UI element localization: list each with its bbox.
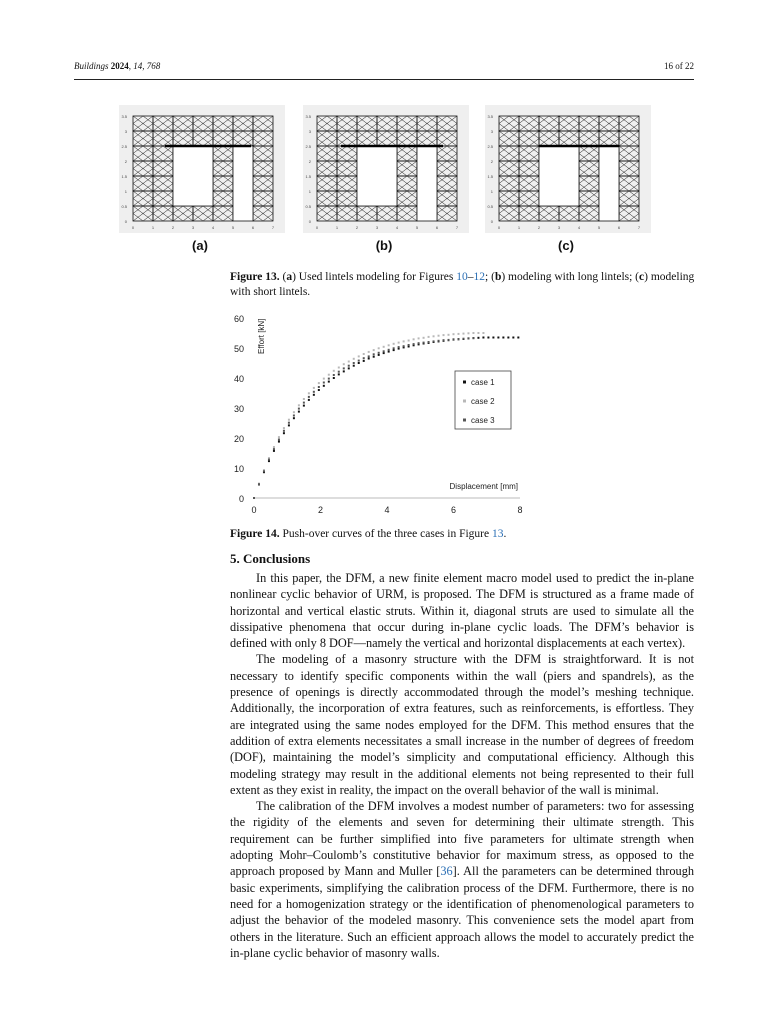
window-opening: [173, 146, 213, 206]
data-point: [338, 371, 340, 373]
data-point: [353, 358, 355, 360]
data-point: [273, 448, 275, 450]
data-point: [323, 378, 325, 380]
data-point: [482, 337, 484, 339]
data-point: [348, 365, 350, 367]
x-tick-label: 2: [317, 505, 324, 515]
y-tick-label: 0.5: [305, 204, 311, 209]
y-tick-label: 20: [233, 434, 244, 444]
data-point: [308, 396, 310, 398]
data-point: [303, 398, 305, 400]
data-point: [348, 367, 350, 369]
data-point: [318, 382, 320, 384]
caption-text: .: [503, 528, 507, 540]
data-point: [512, 337, 514, 339]
figure-link[interactable]: 10: [456, 271, 468, 283]
data-point: [388, 344, 390, 346]
data-point: [373, 349, 375, 351]
caption-text: ; (: [485, 271, 495, 283]
wall-mesh-a: [115, 105, 285, 235]
data-point: [448, 334, 450, 336]
x-tick-label: 3: [191, 225, 195, 230]
figure13-panel-b: [299, 105, 469, 265]
y-tick-label: 2: [308, 159, 311, 164]
legend-marker: [463, 419, 466, 422]
x-tick-label: 2: [171, 225, 175, 230]
data-point: [268, 459, 270, 461]
window-opening: [357, 146, 397, 206]
data-point: [358, 355, 360, 357]
y-tick-label: 1.5: [487, 174, 493, 179]
data-point: [363, 360, 365, 362]
figure13-panel-c: [481, 105, 651, 265]
x-tick-label: 5: [231, 225, 235, 230]
y-tick-label: 3: [124, 129, 127, 134]
x-tick-label: 0: [131, 225, 135, 230]
x-tick-label: 7: [271, 225, 275, 230]
data-point: [408, 344, 410, 346]
x-tick-label: 6: [450, 505, 457, 515]
y-tick-label: 60: [233, 314, 244, 324]
caption-text: –: [467, 271, 474, 283]
y-tick-label: 3.5: [121, 114, 127, 119]
data-point: [408, 340, 410, 342]
x-tick-label: 1: [151, 225, 155, 230]
data-point: [253, 497, 255, 499]
x-tick-label: 4: [577, 225, 581, 230]
data-point: [323, 385, 325, 387]
panel-label: (c): [558, 238, 574, 253]
data-point: [363, 353, 365, 355]
data-point: [443, 334, 445, 336]
data-point: [383, 350, 385, 352]
data-point: [313, 394, 315, 396]
data-point: [373, 353, 375, 355]
figure14-caption: [230, 527, 696, 542]
data-point: [423, 337, 425, 339]
y-tick-label: 2.5: [487, 144, 493, 149]
wall-mesh-c: [481, 105, 651, 235]
data-point: [288, 419, 290, 421]
caption-text: (: [279, 271, 287, 283]
data-point: [418, 337, 420, 339]
data-point: [477, 332, 479, 334]
caption-text: ) modeling with long lintels; (: [501, 271, 640, 283]
data-point: [482, 332, 484, 334]
x-tick-label: 8: [517, 505, 523, 515]
data-point: [293, 415, 295, 417]
data-point: [263, 470, 265, 472]
data-point: [328, 381, 330, 383]
panel-label: (a): [192, 238, 208, 253]
data-point: [497, 337, 499, 339]
data-point: [303, 405, 305, 407]
data-point: [293, 417, 295, 419]
citation-year: 2024: [110, 61, 129, 71]
citation-volume: , 14, 768: [128, 61, 161, 71]
data-point: [298, 411, 300, 413]
figure-link[interactable]: 12: [473, 271, 486, 283]
data-point: [328, 378, 330, 380]
y-tick-label: 0: [124, 219, 127, 224]
caption-text: ) Used lintels modeling for Figures: [292, 271, 457, 283]
y-tick-label: 2.5: [305, 144, 311, 149]
data-point: [323, 382, 325, 384]
data-point: [318, 386, 320, 388]
data-point: [353, 362, 355, 364]
header-rule: [74, 79, 694, 80]
caption-text: b: [494, 271, 502, 283]
data-point: [453, 333, 455, 335]
data-point: [278, 439, 280, 441]
data-point: [388, 349, 390, 351]
x-tick-label: 3: [375, 225, 379, 230]
y-tick-label: 0: [308, 219, 311, 224]
data-point: [373, 356, 375, 358]
data-point: [453, 338, 455, 340]
y-tick-label: 0.5: [121, 204, 127, 209]
legend-marker: [463, 381, 466, 384]
page-number: 16 of 22: [664, 61, 694, 71]
figure-link[interactable]: 13: [492, 528, 504, 540]
y-tick-label: 40: [233, 374, 244, 384]
y-tick-label: 30: [233, 404, 244, 414]
y-tick-label: 0: [238, 494, 244, 504]
data-point: [298, 408, 300, 410]
paragraph-1: In this paper, the DFM, a new finite element macro model used to predict the in-plane nonlinear cyclic behavior of URM, is proposed. The DFM is structured as a frame made of horizontal and vertical elastic struts. Within it, diagonal struts are used to simulate all the dissipative phenomena that occur during in-plane cyclic loads. The DFM’s behavior is defined with only 8 DOF—namely the vertical and horizontal displacements at each vertex).: [230, 571, 694, 651]
door-opening: [599, 146, 619, 221]
x-tick-label: 2: [355, 225, 359, 230]
paragraph-3: [230, 798, 694, 961]
data-point: [472, 337, 474, 339]
data-point: [378, 347, 380, 349]
data-point: [278, 436, 280, 438]
y-tick-label: 0.5: [487, 204, 493, 209]
figure13-panels: [115, 105, 653, 265]
data-point: [368, 358, 370, 360]
legend-label: case 2: [471, 397, 495, 406]
data-point: [333, 377, 335, 379]
x-tick-label: 0: [251, 505, 257, 515]
data-point: [378, 354, 380, 356]
x-tick-label: 7: [637, 225, 641, 230]
data-point: [303, 402, 305, 404]
data-point: [502, 337, 504, 339]
data-point: [507, 337, 509, 339]
x-tick-label: 7: [455, 225, 459, 230]
figure14-chart: [226, 305, 536, 520]
data-point: [517, 337, 519, 339]
y-tick-label: 1: [308, 189, 311, 194]
data-point: [288, 422, 290, 424]
caption-text: Push-over curves of the three cases in Figure: [279, 528, 492, 540]
legend-label: case 3: [471, 416, 495, 425]
data-point: [288, 424, 290, 426]
data-point: [457, 333, 459, 335]
data-point: [278, 441, 280, 443]
data-point: [472, 332, 474, 334]
x-tick-label: 4: [384, 505, 390, 515]
data-point: [487, 337, 489, 339]
caption-label: Figure 14.: [230, 528, 280, 540]
data-point: [403, 345, 405, 347]
data-point: [393, 343, 395, 345]
y-tick-label: 1.5: [121, 174, 127, 179]
panel-label: (b): [375, 238, 393, 253]
data-point: [457, 338, 459, 340]
data-point: [462, 338, 464, 340]
data-point: [283, 427, 285, 429]
y-tick-label: 3.5: [305, 114, 311, 119]
y-tick-label: 10: [233, 464, 244, 474]
x-tick-label: 5: [415, 225, 419, 230]
x-tick-label: 2: [537, 225, 541, 230]
paragraph-text: The calibration of the DFM involves a modest number of parameters: two for assessing the rigidity of the elements and seven for determining their ultimate strength. This requirement can be further simplified into five parameters for ultimate strength when adopting Mohr–Coulomb’s constitutive behavior for maximum stress, as opposed to the approach proposed by Mann and Muller [: [230, 799, 694, 879]
y-tick-label: 2.5: [121, 144, 127, 149]
figure13-caption: [230, 270, 696, 300]
data-point: [383, 346, 385, 348]
data-point: [273, 446, 275, 448]
y-tick-label: 2: [124, 159, 127, 164]
x-tick-label: 1: [517, 225, 521, 230]
data-point: [358, 362, 360, 364]
data-point: [428, 341, 430, 343]
data-point: [368, 351, 370, 353]
data-point: [388, 351, 390, 353]
journal-name: Buildings: [74, 61, 109, 71]
y-tick-label: 1.5: [305, 174, 311, 179]
door-opening: [233, 146, 253, 221]
data-point: [333, 370, 335, 372]
legend-label: case 1: [471, 378, 495, 387]
data-point: [353, 365, 355, 367]
data-point: [333, 374, 335, 376]
legend-marker: [463, 400, 466, 403]
caption-text: a: [286, 271, 293, 283]
x-tick-label: 4: [395, 225, 399, 230]
data-point: [368, 355, 370, 357]
data-point: [318, 389, 320, 391]
y-tick-label: 2: [490, 159, 493, 164]
conclusions-body: [230, 570, 694, 961]
data-point: [433, 335, 435, 337]
data-point: [398, 342, 400, 344]
pushover-chart: [226, 305, 536, 520]
data-point: [413, 343, 415, 345]
wall-mesh-b: [299, 105, 469, 235]
data-point: [383, 352, 385, 354]
data-point: [348, 361, 350, 363]
data-point: [433, 340, 435, 342]
x-tick-label: 3: [557, 225, 561, 230]
citation-link[interactable]: 36: [440, 864, 453, 879]
data-point: [448, 339, 450, 341]
data-point: [293, 411, 295, 413]
x-tick-label: 6: [251, 225, 255, 230]
data-point: [363, 357, 365, 359]
section-heading: 5. Conclusions: [230, 551, 311, 566]
data-point: [467, 337, 469, 339]
x-tick-label: 0: [315, 225, 319, 230]
data-point: [358, 360, 360, 362]
y-tick-label: 1: [124, 189, 127, 194]
y-tick-label: 3.5: [487, 114, 493, 119]
data-point: [308, 399, 310, 401]
y-tick-label: 3: [308, 129, 311, 134]
data-point: [462, 333, 464, 335]
data-point: [313, 391, 315, 393]
data-point: [273, 450, 275, 452]
y-tick-label: 50: [233, 344, 244, 354]
y-axis-label: Effort [kN]: [257, 318, 266, 354]
data-point: [283, 432, 285, 434]
data-point: [492, 337, 494, 339]
x-tick-label: 6: [435, 225, 439, 230]
data-point: [343, 370, 345, 372]
data-point: [343, 363, 345, 365]
data-point: [328, 374, 330, 376]
data-point: [438, 340, 440, 342]
y-tick-label: 0: [490, 219, 493, 224]
data-point: [378, 352, 380, 354]
data-point: [313, 387, 315, 389]
caption-label: Figure 13.: [230, 271, 280, 283]
data-point: [438, 335, 440, 337]
data-point: [283, 430, 285, 432]
data-point: [343, 367, 345, 369]
y-tick-label: 3: [490, 129, 493, 134]
data-point: [418, 342, 420, 344]
paragraph-2: The modeling of a masonry structure with the DFM is straightforward. It is not necessary to identify specific components within the wall (piers and spandrels), as the presence of openings is directly accommodated through the model’s meshing technique. Additionally, the incorporation of extra features, such as reinforcements, is effortless. They are integrated using the same nodes employed for the DFM. This method ensures that the addition of extra elements necessitates a small increase in the number of degrees of freedom (DOF), maintaining the model’s simplicity and computational efficiency. Although this modeling strategy may result in the additional elements not being represented to their full extent as they exist in reality, the impact on the overall behavior of the wall is minimal.: [230, 652, 694, 797]
data-point: [443, 339, 445, 341]
data-point: [467, 332, 469, 334]
data-point: [308, 392, 310, 394]
paragraph-text: ]. All the parameters can be determined through basic experiments, simplifying the calibration process of the DFM. Furthermore, there is no need for a homogenization strategy or the identification of phenomenological parameters to adjust the behavior of the modeled masonry. This convenience sets the model apart from others in the literature. Such an efficient approach allows the model to accurately predict the in-plane cyclic behavior of masonry walls.: [230, 864, 694, 960]
window-opening: [539, 146, 579, 206]
figure13-panel-a: [115, 105, 285, 265]
data-point: [413, 338, 415, 340]
data-point: [428, 336, 430, 338]
data-point: [477, 337, 479, 339]
page-header: [74, 57, 694, 75]
journal-citation: [74, 61, 160, 71]
data-point: [338, 367, 340, 369]
data-point: [298, 404, 300, 406]
caption-text: ) modeling with short lintels.: [230, 271, 695, 298]
door-opening: [417, 146, 437, 221]
data-point: [393, 349, 395, 351]
caption-text: c: [639, 271, 645, 283]
x-tick-label: 0: [497, 225, 501, 230]
data-point: [258, 483, 260, 485]
data-point: [403, 340, 405, 342]
data-point: [423, 342, 425, 344]
x-axis-label: Displacement [mm]: [449, 482, 518, 491]
y-tick-label: 1: [490, 189, 493, 194]
data-point: [398, 346, 400, 348]
x-tick-label: 4: [211, 225, 215, 230]
data-point: [393, 347, 395, 349]
x-tick-label: 5: [597, 225, 601, 230]
x-tick-label: 6: [617, 225, 621, 230]
data-point: [338, 373, 340, 375]
x-tick-label: 1: [335, 225, 339, 230]
